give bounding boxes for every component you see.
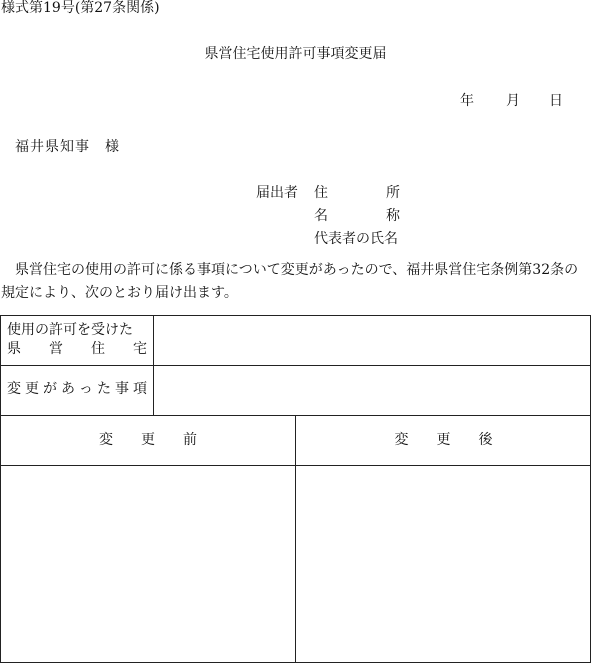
addressee: 福井県知事 様 — [15, 139, 120, 155]
after-header: 変 更 後 — [394, 432, 493, 448]
before-header: 変 更 前 — [99, 432, 197, 448]
sender-address-label: 住 所 — [314, 185, 400, 201]
row1-label-line1: 使用の許可を受けた — [7, 322, 133, 338]
row1-label-line2: 県営住宅 — [7, 341, 147, 357]
after-content-cell[interactable] — [296, 466, 590, 662]
before-content-cell[interactable] — [1, 466, 295, 662]
date-month-label: 月 — [506, 93, 520, 109]
document-title: 県営住宅使用許可事項変更届 — [204, 46, 387, 62]
body-paragraph: 県営住宅の使用の許可に係る事項について変更があったので、福井県営住宅条例第32条の規定により、次のとおり届け出ます。 — [1, 262, 579, 301]
row2-label: 変更があった事項 — [7, 381, 147, 397]
sender-label: 届出者 — [256, 185, 298, 201]
row2-value-cell[interactable] — [154, 366, 590, 415]
row1-value-cell[interactable] — [154, 316, 590, 365]
sender-name-label: 名 称 — [314, 208, 400, 224]
date-day-label: 日 — [549, 93, 563, 109]
date-year-label: 年 — [460, 93, 474, 109]
sender-representative-label: 代表者の氏名 — [314, 231, 398, 247]
form-number: 様式第19号(第27条関係) — [1, 0, 160, 16]
